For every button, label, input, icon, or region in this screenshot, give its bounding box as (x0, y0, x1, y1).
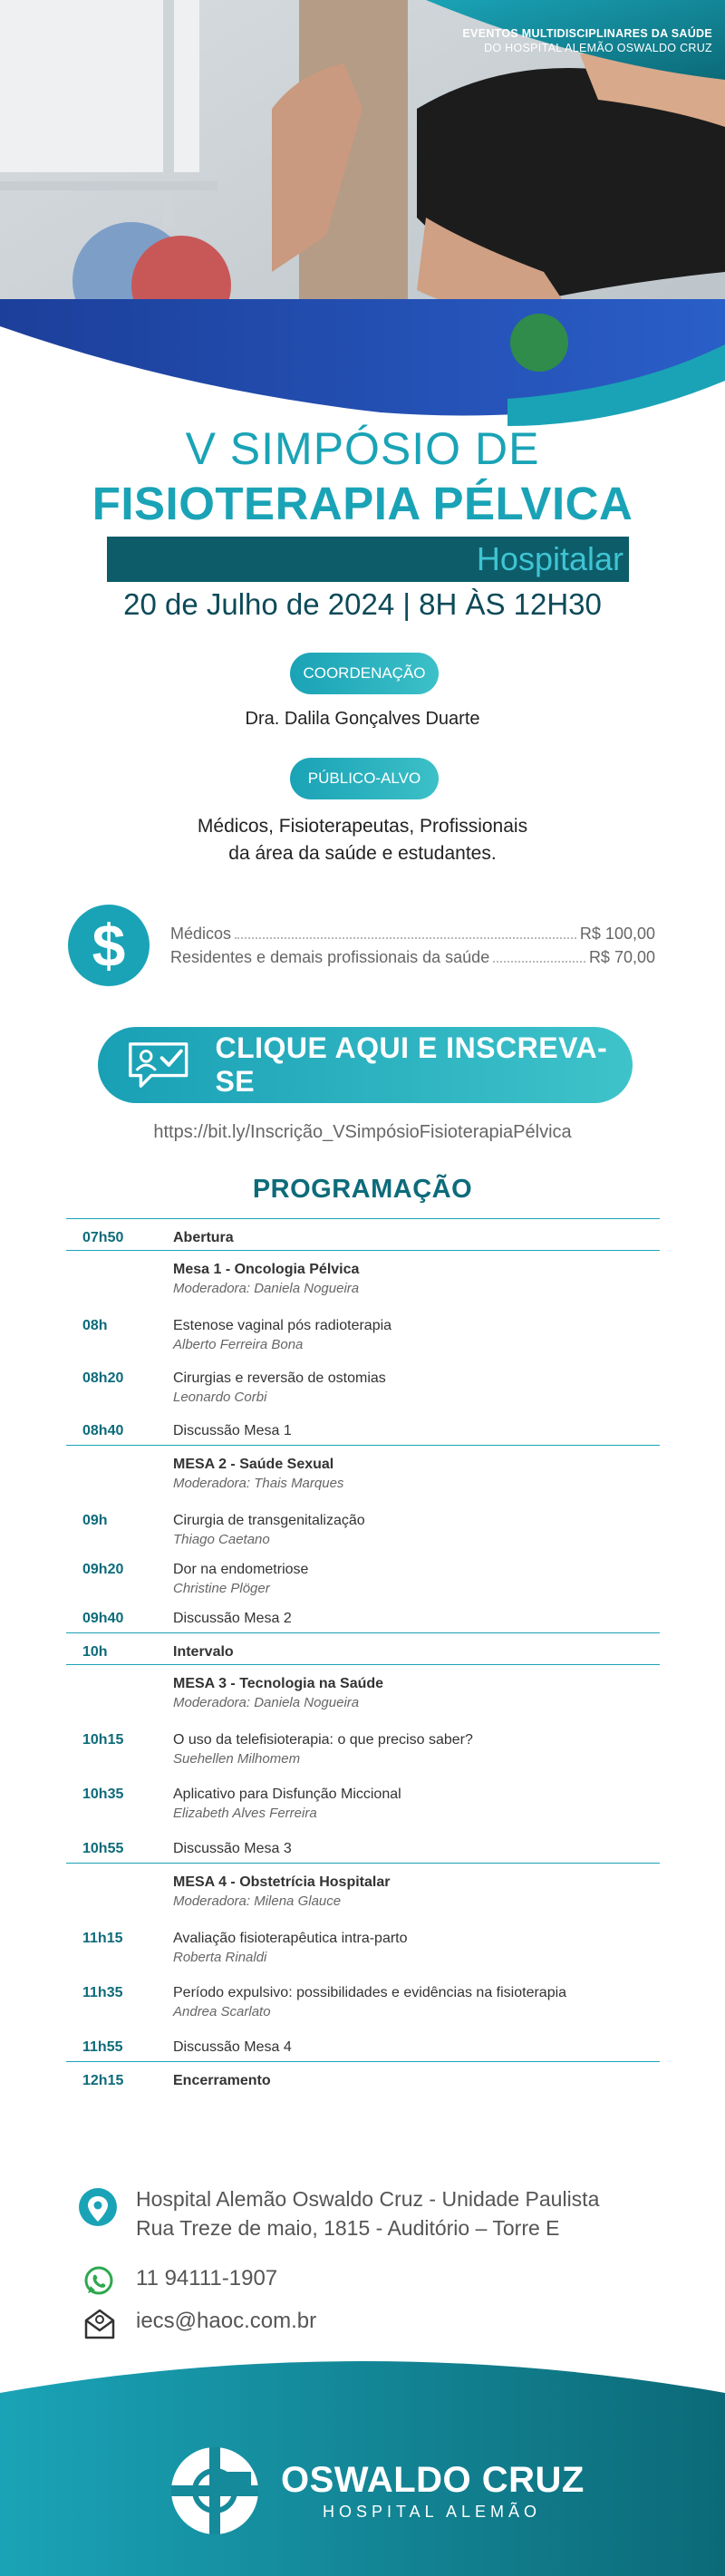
schedule-row (66, 1721, 660, 1776)
schedule-item-title: Aplicativo para Disfunção Miccional (173, 1787, 401, 1802)
schedule-item-title: Intervalo (173, 1644, 234, 1660)
schedule-time (66, 1676, 173, 1721)
registration-link[interactable]: https://bit.ly/Inscrição_VSimpósioFisioterapiaPélvica (153, 1122, 572, 1142)
schedule-row (66, 1307, 660, 1360)
schedule-row (66, 1219, 660, 1250)
audience-line-2: da área da saúde e estudantes. (228, 843, 497, 864)
event-title (0, 422, 725, 577)
schedule-item-title: Discussão Mesa 3 (173, 1841, 292, 1856)
schedule-time: 09h20 (82, 1562, 124, 1577)
schedule-item-title: Dor na endometriose (173, 1562, 309, 1577)
dollar-icon: $ (68, 905, 150, 986)
schedule-item-speaker: Alberto Ferreira Bona (173, 1337, 304, 1352)
register-button-label: CLIQUE AQUI E INSCREVA-SE (215, 1031, 608, 1098)
schedule-row (66, 1412, 660, 1445)
schedule-row (66, 1251, 660, 1307)
schedule-item-speaker: Moderadora: Daniela Nogueira (173, 1695, 360, 1710)
schedule-time: 10h55 (82, 1841, 124, 1856)
schedule-item-title: MESA 2 - Saúde Sexual (173, 1457, 334, 1472)
schedule-item-title: MESA 3 - Tecnologia na Saúde (173, 1676, 384, 1691)
schedule-item-speaker: Moderadora: Daniela Nogueira (173, 1281, 360, 1296)
schedule-time: 11h35 (82, 1985, 123, 2000)
registration-form-icon (125, 1040, 191, 1090)
schedule-item-title: Abertura (173, 1230, 234, 1245)
schedule-time (66, 1874, 173, 1920)
schedule-item (173, 1423, 660, 1445)
logo-title: OSWALDO CRUZ (281, 2460, 585, 2500)
schedule-time: 08h (82, 1318, 108, 1333)
tag-line-2: DO HOSPITAL ALEMÃO OSWALDO CRUZ (484, 41, 712, 54)
schedule-row (66, 1830, 660, 1863)
schedule-item (173, 2073, 660, 2095)
schedule-item (173, 2039, 660, 2061)
title-line-1: V SIMPÓSIO DE (185, 423, 540, 474)
schedule-item-title: Período expulsivo: possibilidades e evidências na fisioterapia (173, 1985, 567, 2000)
register-button[interactable] (98, 1027, 633, 1103)
schedule-item (173, 1732, 660, 1776)
title-line-2: FISIOTERAPIA PÉLVICA (92, 478, 633, 529)
location-pin-icon (78, 2187, 118, 2234)
schedule-item-speaker: Thiago Caetano (173, 1532, 270, 1547)
schedule-row (66, 2029, 660, 2061)
schedule-row (66, 1665, 660, 1721)
event-address (136, 2184, 599, 2242)
program-title: PROGRAMAÇÃO (252, 1175, 473, 1204)
schedule-item-title: MESA 4 - Obstetrícia Hospitalar (173, 1874, 391, 1890)
schedule-row (66, 1776, 660, 1830)
event-series-tag (462, 27, 712, 55)
schedule-item (173, 1318, 660, 1360)
schedule-row (66, 1600, 660, 1632)
schedule-item (173, 1230, 660, 1250)
schedule-item-title: O uso da telefisioterapia: o que preciso saber? (173, 1732, 473, 1748)
schedule-item-speaker: Elizabeth Alves Ferreira (173, 1806, 317, 1821)
schedule-item (173, 1841, 660, 1863)
price-row (170, 945, 655, 967)
schedule-item-title: Cirurgias e reversão de ostomias (173, 1370, 386, 1386)
audience-badge: PÚBLICO-ALVO (290, 758, 439, 799)
schedule-item-title: Cirurgia de transgenitalização (173, 1513, 365, 1528)
address-line-1: Hospital Alemão Oswaldo Cruz - Unidade Paulista (136, 2187, 600, 2211)
schedule-item (173, 1513, 660, 1551)
schedule-item-title: Discussão Mesa 1 (173, 1423, 292, 1438)
contact-email[interactable]: iecs@haoc.com.br (136, 2309, 317, 2333)
schedule-item (173, 1370, 660, 1412)
schedule-item (173, 1611, 660, 1632)
schedule-item-speaker: Christine Plöger (173, 1581, 270, 1596)
schedule-item-title: Mesa 1 - Oncologia Pélvica (173, 1262, 360, 1277)
schedule-item (173, 1931, 660, 1974)
schedule-item-title: Estenose vaginal pós radioterapia (173, 1318, 392, 1333)
schedule-item (173, 1676, 660, 1721)
schedule-time: 08h40 (82, 1423, 124, 1438)
schedule-time: 11h15 (82, 1931, 123, 1946)
event-date: 20 de Julho de 2024 | 8H ÀS 12H30 (123, 587, 602, 621)
schedule-time (66, 1457, 173, 1502)
email-icon (83, 2308, 116, 2340)
schedule-item-speaker: Roberta Rinaldi (173, 1950, 267, 1965)
hero-photo (0, 0, 725, 426)
schedule-item-title: Discussão Mesa 4 (173, 2039, 292, 2055)
schedule-item (173, 1562, 660, 1600)
tag-line-1: EVENTOS MULTIDISCIPLINARES DA SAÚDE (462, 27, 712, 40)
contact-phone[interactable]: 11 94111-1907 (136, 2266, 278, 2290)
logo-subtitle: HOSPITAL ALEMÃO (323, 2503, 542, 2521)
schedule-row (66, 1446, 660, 1502)
schedule-time (66, 1262, 173, 1307)
dotted-leader (493, 961, 585, 963)
audience-line-1: Médicos, Fisioterapeutas, Profissionais (197, 816, 528, 837)
schedule-item (173, 1457, 660, 1502)
address-line-2: Rua Treze de maio, 1815 - Auditório – Torre E (136, 2216, 560, 2240)
schedule-time: 11h55 (82, 2039, 123, 2055)
schedule-item (173, 1644, 660, 1664)
schedule-row (66, 1864, 660, 1920)
schedule-item (173, 1262, 660, 1307)
schedule-item (173, 1985, 660, 2029)
price-value: R$ 70,00 (588, 948, 655, 966)
price-label: Residentes e demais profissionais da saúde (170, 948, 490, 966)
price-row (170, 922, 655, 944)
schedule-time: 09h (82, 1513, 108, 1528)
hospital-logo-icon (169, 2445, 261, 2537)
schedule-time: 08h20 (82, 1370, 124, 1386)
schedule-item-speaker: Suehellen Milhomem (173, 1751, 301, 1767)
schedule-time: 12h15 (82, 2073, 124, 2088)
schedule-item (173, 1874, 660, 1920)
schedule-time: 10h35 (82, 1787, 124, 1802)
schedule-item-title: Avaliação fisioterapêutica intra-parto (173, 1931, 408, 1946)
dotted-leader (235, 937, 576, 939)
schedule-row (66, 1551, 660, 1600)
schedule-row (66, 1360, 660, 1412)
schedule-row (66, 2062, 660, 2095)
schedule-time: 07h50 (82, 1230, 124, 1245)
price-label: Médicos (170, 925, 232, 943)
schedule-item-speaker: Andrea Scarlato (173, 2004, 271, 2019)
hero-banner (0, 0, 725, 426)
coordinator-name: Dra. Dalila Gonçalves Duarte (245, 709, 480, 729)
whatsapp-icon (83, 2266, 114, 2297)
schedule-item-title: Discussão Mesa 2 (173, 1611, 292, 1626)
price-value: R$ 100,00 (579, 925, 655, 943)
schedule-item-speaker: Leonardo Corbi (173, 1390, 267, 1405)
schedule-time: 10h (82, 1644, 108, 1660)
schedule-item-speaker: Moderadora: Milena Glauce (173, 1893, 342, 1909)
schedule-item (173, 1787, 660, 1830)
schedule-row (66, 1974, 660, 2029)
schedule-table (66, 1218, 660, 2095)
coordination-badge: COORDENAÇÃO (290, 653, 439, 694)
schedule-item-title: Encerramento (173, 2073, 271, 2088)
schedule-item-speaker: Moderadora: Thais Marques (173, 1476, 344, 1491)
audience-text (0, 813, 725, 867)
schedule-row (66, 1633, 660, 1664)
title-line-3: Hospitalar (107, 537, 629, 582)
schedule-time: 10h15 (82, 1732, 124, 1748)
schedule-row (66, 1502, 660, 1551)
schedule-time: 09h40 (82, 1611, 124, 1626)
schedule-row (66, 1920, 660, 1974)
